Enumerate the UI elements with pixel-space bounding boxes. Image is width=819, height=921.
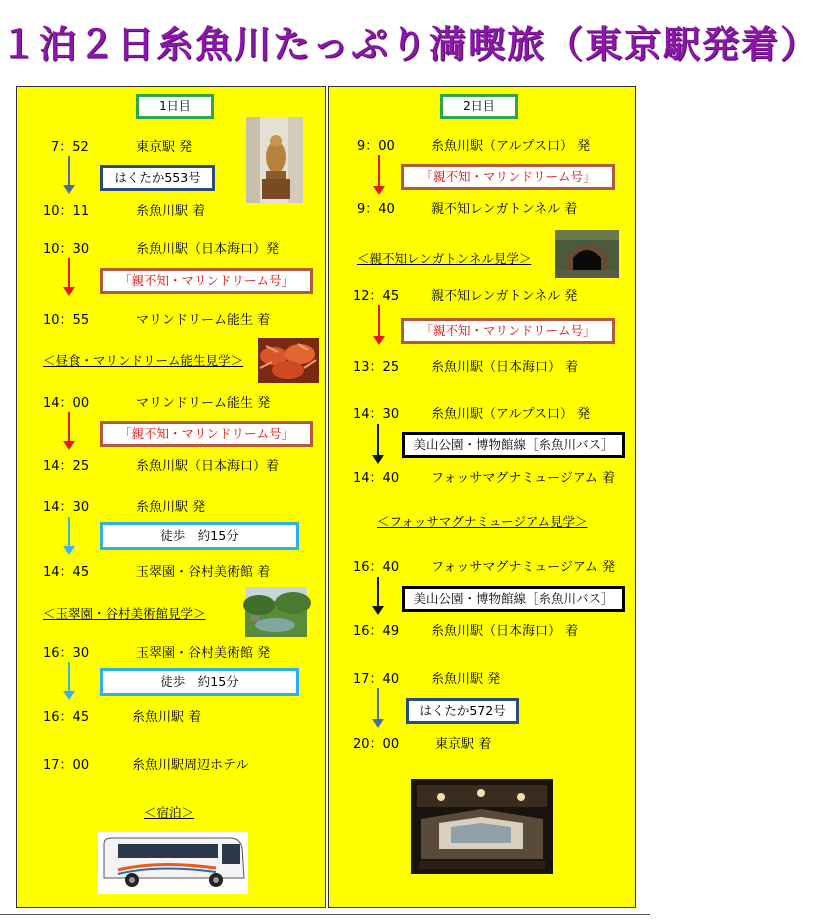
down-arrow-icon xyxy=(68,412,70,448)
transport-walk-15min: 徒歩 約15分 xyxy=(100,522,299,550)
day1-column xyxy=(16,86,326,908)
time: 16：30 xyxy=(43,646,90,661)
schedule-text: 糸魚川駅（アルプス口） 発 xyxy=(431,139,591,154)
time: 16：40 xyxy=(353,560,400,575)
schedule-text: フォッサマグナミュージアム 着 xyxy=(431,471,616,486)
down-arrow-icon xyxy=(378,155,380,193)
day1-label: 1日目 xyxy=(136,94,214,119)
down-arrow-icon xyxy=(68,517,70,553)
day2-column xyxy=(328,86,636,908)
schedule-text: 糸魚川駅 発 xyxy=(136,500,206,515)
time: 10：55 xyxy=(43,313,90,328)
time: 17：40 xyxy=(353,672,400,687)
down-arrow-icon xyxy=(68,258,70,294)
transport-oyashirazu-marine-dream: 「親不知・マリンドリーム号」 xyxy=(401,318,615,344)
time: 10：11 xyxy=(43,204,90,219)
museum-exhibit-image xyxy=(411,779,553,874)
transport-bijin-bus: 美山公園・博物館線［糸魚川バス］ xyxy=(402,432,625,458)
section-heading: ＜昼食・マリンドリーム能生見学＞ xyxy=(43,353,244,368)
schedule-text: 糸魚川駅（アルプス口） 発 xyxy=(431,407,591,422)
down-arrow-icon xyxy=(377,424,379,462)
time: 14：30 xyxy=(353,407,400,422)
down-arrow-icon xyxy=(377,577,379,613)
section-heading: ＜玉翠園・谷村美術館見学＞ xyxy=(43,606,206,621)
crab-dish-image xyxy=(258,338,319,383)
schedule-text: マリンドリーム能生 着 xyxy=(136,313,271,328)
schedule-text: 親不知レンガトンネル 着 xyxy=(431,202,578,217)
down-arrow-icon xyxy=(377,688,379,726)
time: 14：40 xyxy=(353,471,400,486)
schedule-text: 糸魚川駅（日本海口） 着 xyxy=(431,624,579,639)
day2-label: 2日目 xyxy=(440,94,518,119)
schedule-text: 糸魚川駅 着 xyxy=(136,204,206,219)
section-heading-stay: ＜宿泊＞ xyxy=(144,805,195,820)
section-heading: ＜フォッサマグナミュージアム見学＞ xyxy=(377,514,588,529)
transport-oyashirazu-marine-dream: 「親不知・マリンドリーム号」 xyxy=(401,164,615,190)
schedule-text: 玉翠園・谷村美術館 着 xyxy=(136,565,271,580)
time: 14：30 xyxy=(43,500,90,515)
japanese-garden-image xyxy=(245,587,307,637)
section-heading: ＜親不知レンガトンネル見学＞ xyxy=(357,251,532,266)
time: 20：00 xyxy=(353,737,400,752)
time: 9：40 xyxy=(357,202,395,217)
time: 17：00 xyxy=(43,758,90,773)
schedule-text: 糸魚川駅 発 xyxy=(431,672,501,687)
time: 16：49 xyxy=(353,624,400,639)
transport-oyashirazu-marine-dream: 「親不知・マリンドリーム号」 xyxy=(100,421,313,447)
time: 9：00 xyxy=(357,139,395,154)
time: 13：25 xyxy=(353,360,400,375)
down-arrow-icon xyxy=(68,156,70,192)
schedule-text: 糸魚川駅（日本海口）発 xyxy=(136,242,280,257)
down-arrow-icon xyxy=(68,662,70,698)
transport-oyashirazu-marine-dream: 「親不知・マリンドリーム号」 xyxy=(100,268,313,294)
brick-tunnel-image xyxy=(555,230,619,278)
schedule-text: 親不知レンガトンネル 発 xyxy=(431,289,578,304)
transport-bijin-bus: 美山公園・博物館線［糸魚川バス］ xyxy=(402,586,625,612)
buddha-statue-image xyxy=(246,117,303,203)
schedule-text: マリンドリーム能生 発 xyxy=(136,396,271,411)
time: 14：45 xyxy=(43,565,90,580)
time: 14：00 xyxy=(43,396,90,411)
schedule-text: 糸魚川駅 着 xyxy=(132,710,202,725)
transport-hakutaka-572: はくたか572号 xyxy=(406,698,519,724)
down-arrow-icon xyxy=(378,305,380,343)
schedule-text: 糸魚川駅（日本海口） 着 xyxy=(431,360,579,375)
page-title: １泊２日糸魚川たっぷり満喫旅（東京駅発着） xyxy=(0,23,819,66)
schedule-text: 糸魚川駅（日本海口）着 xyxy=(136,459,280,474)
page-bottom-divider xyxy=(0,914,650,915)
transport-hakutaka-553: はくたか553号 xyxy=(100,165,215,191)
schedule-text: 玉翠園・谷村美術館 発 xyxy=(136,646,271,661)
schedule-text: 糸魚川駅周辺ホテル xyxy=(132,758,249,773)
schedule-text: フォッサマグナミュージアム 発 xyxy=(431,560,616,575)
time: 16：45 xyxy=(43,710,90,725)
time: 14：25 xyxy=(43,459,90,474)
schedule-text: 東京駅 発 xyxy=(136,140,193,155)
schedule-text: 東京駅 着 xyxy=(435,737,492,752)
transport-walk-15min: 徒歩 約15分 xyxy=(100,668,299,696)
time: 12：45 xyxy=(353,289,400,304)
time: 7：52 xyxy=(51,140,89,155)
bus-image xyxy=(98,832,248,894)
time: 10：30 xyxy=(43,242,90,257)
